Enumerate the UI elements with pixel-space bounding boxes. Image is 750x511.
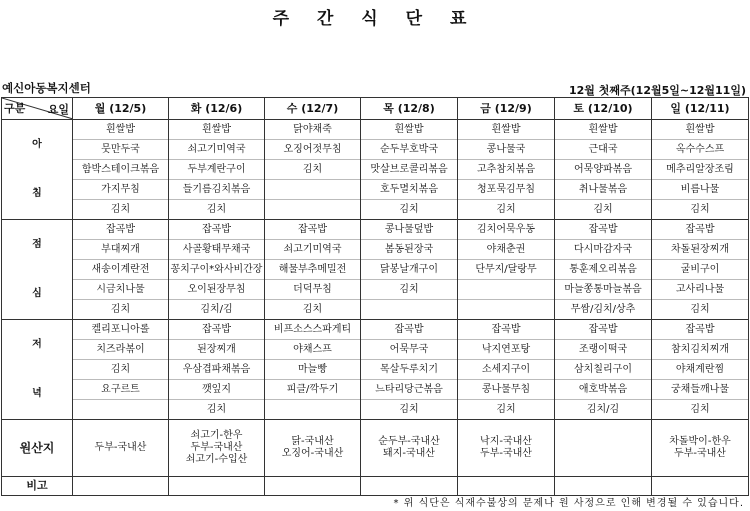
origin-line: 순두부-국내산 [378, 436, 440, 447]
menu-item: 김치 [690, 404, 710, 415]
menu-item: 흰쌀밥 [169, 120, 264, 140]
meal-cell [555, 320, 652, 420]
note-cell [555, 477, 652, 496]
day-header: 목 (12/8) [361, 98, 458, 120]
menu-items [458, 220, 554, 319]
menu-item: 메추리알장조림 [652, 160, 748, 180]
menu-item: 김치 [399, 204, 419, 215]
menu-items [652, 220, 748, 319]
menu-item: 느타리당근볶음 [361, 380, 457, 400]
meal-label-char: 저 [32, 338, 42, 350]
menu-item: 김치 [690, 304, 710, 315]
menu-item: 야채계란찜 [652, 360, 748, 380]
meal-cell [458, 120, 555, 220]
menu-item: 잡곡밥 [73, 220, 168, 240]
menu-item: 김치 [265, 160, 360, 180]
menu-item: 흰쌀밥 [361, 120, 457, 140]
menu-item: 두부계란구이 [169, 160, 264, 180]
note-label: 비고 [2, 477, 73, 496]
menu-items [458, 120, 554, 219]
meal-cell [652, 120, 749, 220]
menu-items [73, 220, 168, 319]
menu-item: 잡곡밥 [169, 220, 264, 240]
day-header: 토 (12/10) [555, 98, 652, 120]
menu-item: 해물부추메밀전 [265, 260, 360, 280]
menu-item: 잡곡밥 [652, 220, 748, 240]
origin-cell [555, 420, 652, 477]
week-label: 12월 첫째주(12월5일~12월11일) [569, 84, 746, 97]
menu-item: 굴비구이 [652, 260, 748, 280]
menu-item: 김치 [206, 404, 227, 415]
menu-item: 치즈라볶이 [73, 340, 168, 360]
menu-item: 잡곡밥 [265, 220, 360, 240]
menu-item: 부대찌개 [73, 240, 168, 260]
meal-label-chars [2, 320, 72, 419]
menu-items [652, 120, 748, 219]
menu-item: 김치 [593, 204, 613, 215]
menu-item: 비름나물 [652, 180, 748, 200]
menu-item: 흰쌀밥 [555, 120, 651, 140]
menu-item: 가지무침 [73, 180, 168, 200]
menu-item: 흰쌀밥 [458, 120, 554, 140]
meal-label [2, 320, 73, 420]
note-cell [169, 477, 265, 496]
menu-items [169, 320, 264, 419]
menu-item: 잡곡밥 [361, 320, 457, 340]
menu-item [73, 400, 168, 419]
meal-cell [265, 120, 361, 220]
menu-items [555, 220, 651, 319]
menu-items [652, 320, 748, 419]
menu-item: 낙지연포탕 [458, 340, 554, 360]
meal-cell [458, 320, 555, 420]
menu-items [265, 320, 360, 419]
day-label: 요일 [47, 103, 69, 116]
menu-item: 순두부호박국 [361, 140, 457, 160]
menu-item [361, 300, 457, 319]
menu-item: 비프소스스파게티 [265, 320, 360, 340]
page-title: 주 간 식 단 표 [272, 9, 478, 29]
category-label: 구분 [4, 102, 26, 115]
menu-item: 김치 [110, 304, 131, 315]
meal-cell [361, 320, 458, 420]
menu-item: 김치 [690, 204, 710, 215]
meal-cell [73, 120, 169, 220]
menu-item: 쇠고기미역국 [169, 140, 264, 160]
menu-item: 마늘쫑통마늘볶음 [555, 280, 651, 300]
menu-item: 김치 [110, 204, 131, 215]
meal-cell [458, 220, 555, 320]
menu-item: 취나물볶음 [555, 180, 651, 200]
menu-item: 김치 [496, 204, 516, 215]
origin-line: 닭-국내산 [291, 436, 334, 447]
menu-item: 삼치칠리구이 [555, 360, 651, 380]
menu-item: 피클/깍두기 [265, 380, 360, 400]
origin-line: 두부-국내산 [674, 448, 726, 459]
menu-items [73, 120, 168, 219]
menu-item: 호두멸치볶음 [361, 180, 457, 200]
menu-item: 뭇만두국 [73, 140, 168, 160]
meal-cell [652, 220, 749, 320]
menu-item: 시금치나물 [73, 280, 168, 300]
menu-item: 된장찌개 [169, 340, 264, 360]
menu-items [361, 220, 457, 319]
organization-name: 예신아동복지센터 [2, 81, 91, 95]
note-cell [652, 477, 749, 496]
menu-item: 단무지/달랑무 [458, 260, 554, 280]
menu-item: 오이된장무침 [169, 280, 264, 300]
menu-item [265, 400, 360, 419]
origin-cell [265, 420, 361, 477]
menu-item: 요구르트 [73, 380, 168, 400]
menu-items [361, 320, 457, 419]
menu-item: 참치김치찌개 [652, 340, 748, 360]
meal-cell [169, 120, 265, 220]
menu-item [265, 200, 360, 219]
menu-item: 사골황태무채국 [169, 240, 264, 260]
origin-line: 쇠고기-한우 [190, 430, 243, 441]
footer-note: * 위 식단은 식재수불상의 문제나 원 사정으로 인해 변경될 수 있습니다. [393, 498, 744, 509]
menu-item: 조랭이떡국 [555, 340, 651, 360]
menu-item: 야채스프 [265, 340, 360, 360]
day-header: 화 (12/6) [169, 98, 265, 120]
meal-cell [265, 320, 361, 420]
note-cell [265, 477, 361, 496]
meal-row [2, 220, 749, 320]
menu-item: 청포묵김무침 [458, 180, 554, 200]
origin-cell [73, 420, 169, 477]
menu-item: 잡곡밥 [652, 320, 748, 340]
menu-item: 봄동된장국 [361, 240, 457, 260]
meal-cell [169, 320, 265, 420]
menu-item: 콩나물국 [458, 140, 554, 160]
menu-item: 새송이계란전 [73, 260, 168, 280]
menu-item: 들기름김치볶음 [169, 180, 264, 200]
menu-item: 어묵양파볶음 [555, 160, 651, 180]
menu-item: 김치 [496, 404, 516, 415]
menu-item: 꽁치구이*와사비간장 [169, 260, 264, 280]
menu-item: 김치 [302, 304, 323, 315]
origin-line: 오징어-국내산 [281, 448, 344, 459]
meal-cell [265, 220, 361, 320]
meal-cell [361, 220, 458, 320]
menu-item: 흰쌀밥 [73, 120, 168, 140]
meal-label-chars [2, 120, 72, 219]
menu-item: 통훈제오리볶음 [555, 260, 651, 280]
day-header: 월 (12/5) [73, 98, 169, 120]
menu-item: 옥수수스프 [652, 140, 748, 160]
origin-line: 쇠고기-수입산 [185, 454, 248, 465]
menu-item: 콩나물덮밥 [361, 220, 457, 240]
menu-item: 닭봉날개구이 [361, 260, 457, 280]
menu-items [458, 320, 554, 419]
day-header: 수 (12/7) [265, 98, 361, 120]
menu-item: 무쌈/김치/상추 [570, 304, 636, 315]
menu-items [555, 320, 651, 419]
menu-items [169, 120, 264, 219]
note-row [2, 477, 749, 496]
day-header: 일 (12/11) [652, 98, 749, 120]
menu-item: 김치/김 [586, 404, 620, 415]
meal-label-char: 침 [32, 188, 42, 200]
meal-cell [361, 120, 458, 220]
menu-item: 잡곡밥 [458, 320, 554, 340]
origin-cell [169, 420, 265, 477]
day-header-row [2, 98, 749, 120]
menu-item: 차돌된장찌개 [652, 240, 748, 260]
day-header: 금 (12/9) [458, 98, 555, 120]
menu-item: 잡곡밥 [555, 220, 651, 240]
menu-item: 고추참치볶음 [458, 160, 554, 180]
menu-items [73, 320, 168, 419]
menu-item: 닭야채죽 [265, 120, 360, 140]
menu-item: 궁채들깨나물 [652, 380, 748, 400]
menu-item: 잡곡밥 [555, 320, 651, 340]
meal-cell [652, 320, 749, 420]
meal-label-char: 녁 [32, 388, 42, 400]
meal-label-char: 아 [32, 138, 42, 150]
menu-items [555, 120, 651, 219]
meal-row [2, 320, 749, 420]
menu-item: 김치 [361, 280, 457, 300]
origin-cell [361, 420, 458, 477]
origin-line: 낙지-국내산 [480, 436, 532, 447]
menu-item: 맛살브로콜리볶음 [361, 160, 457, 180]
menu-item: 근대국 [555, 140, 651, 160]
menu-item: 김치/김 [200, 304, 233, 315]
menu-item [265, 180, 360, 200]
menu-item: 콩나물무침 [458, 380, 554, 400]
menu-item: 흰쌀밥 [652, 120, 748, 140]
menu-item: 어묵무국 [361, 340, 457, 360]
meal-row [2, 120, 749, 220]
menu-item [458, 300, 554, 319]
meal-label-chars [2, 220, 72, 319]
origin-line: 돼지-국내산 [383, 448, 435, 459]
menu-item: 소세지구이 [458, 360, 554, 380]
menu-items [361, 120, 457, 219]
menu-item: 잡곡밥 [169, 320, 264, 340]
menu-item: 김치 [399, 404, 419, 415]
menu-item: 우삼겹파채볶음 [169, 360, 264, 380]
menu-item: 목살두루치기 [361, 360, 457, 380]
menu-items [265, 220, 360, 319]
note-cell [458, 477, 555, 496]
origin-line: 차돌박이-한우 [669, 436, 731, 447]
origin-line: 두부-국내산 [94, 442, 147, 453]
menu-item: 고사리나물 [652, 280, 748, 300]
meal-cell [169, 220, 265, 320]
origin-cell [458, 420, 555, 477]
header-corner [2, 98, 73, 120]
weekly-menu-table [1, 97, 749, 496]
meal-cell [73, 320, 169, 420]
menu-item: 김치 [73, 360, 168, 380]
meal-label-char: 점 [32, 238, 42, 250]
menu-item: 함박스테이크볶음 [73, 160, 168, 180]
menu-item: 다시마감자국 [555, 240, 651, 260]
note-cell [73, 477, 169, 496]
note-cell [361, 477, 458, 496]
menu-item: 쇠고기미역국 [265, 240, 360, 260]
origin-label: 원산지 [2, 420, 73, 477]
menu-item [458, 280, 554, 300]
menu-item: 마늘빵 [265, 360, 360, 380]
meal-cell [555, 120, 652, 220]
meal-label [2, 120, 73, 220]
menu-items [169, 220, 264, 319]
menu-item: 애호박볶음 [555, 380, 651, 400]
meal-label-char: 심 [32, 288, 42, 300]
menu-item: 오징어젓무침 [265, 140, 360, 160]
origin-line: 두부-국내산 [480, 448, 532, 459]
menu-item: 켈리포니아롤 [73, 320, 168, 340]
origin-row [2, 420, 749, 477]
meal-cell [555, 220, 652, 320]
meal-cell [73, 220, 169, 320]
menu-items [265, 120, 360, 219]
menu-item: 깻잎지 [169, 380, 264, 400]
menu-item: 더덕무침 [265, 280, 360, 300]
origin-cell [652, 420, 749, 477]
menu-item: 김치 [206, 204, 227, 215]
menu-item: 야채춘권 [458, 240, 554, 260]
origin-line: 두부-국내산 [190, 442, 243, 453]
menu-item: 김치어묵우동 [458, 220, 554, 240]
meal-label [2, 220, 73, 320]
